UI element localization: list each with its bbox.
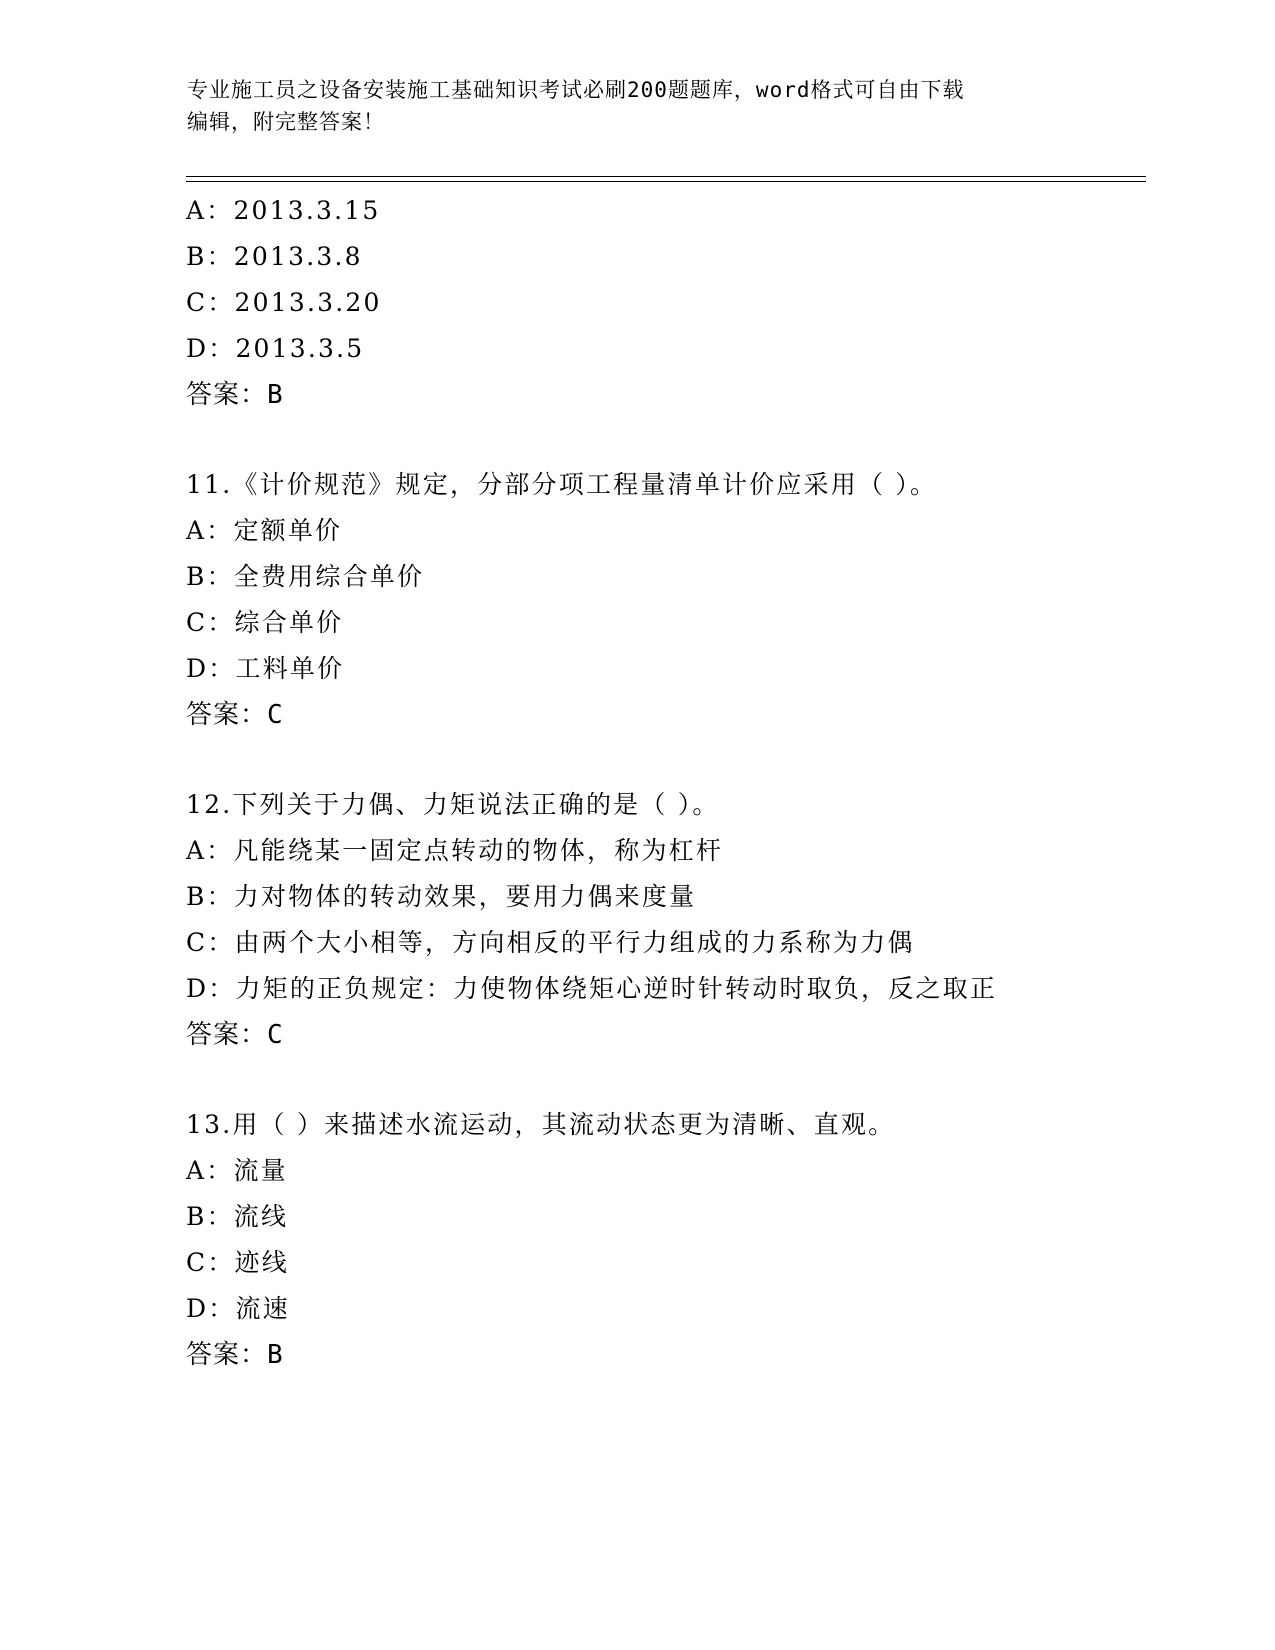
answer: 答案：B — [186, 1340, 284, 1370]
option-c: C：综合单价 — [186, 608, 344, 637]
option-a: A：凡能绕某一固定点转动的物体，称为杠杆 — [186, 836, 724, 865]
option-d: D：力矩的正负规定：力使物体绕矩心逆时针转动时取负，反之取正 — [186, 974, 998, 1003]
option-b: B：2013.3.8 — [186, 242, 363, 271]
question-stem: 12.下列关于力偶、力矩说法正确的是（ ）。 — [186, 790, 720, 819]
spacer — [186, 1058, 1186, 1102]
option-c: C：迹线 — [186, 1248, 289, 1277]
question-12 — [186, 782, 1186, 1058]
answer: 答案：C — [186, 1020, 284, 1050]
question-11 — [186, 462, 1186, 738]
option-c: C：2013.3.20 — [186, 288, 382, 317]
option-c: C：由两个大小相等，方向相反的平行力组成的力系称为力偶 — [186, 928, 915, 957]
option-b: B：力对物体的转动效果，要用力偶来度量 — [186, 882, 697, 911]
spacer — [186, 738, 1186, 782]
page-header — [187, 74, 1067, 138]
question-13 — [186, 1102, 1186, 1378]
option-d: D：流速 — [186, 1294, 290, 1323]
document-body — [186, 188, 1186, 1378]
option-d: D：2013.3.5 — [186, 334, 365, 363]
header-line-2: 编辑，附完整答案！ — [187, 110, 385, 134]
option-b: B：全费用综合单价 — [186, 562, 425, 591]
question-stem: 13.用（ ）来描述水流运动，其流动状态更为清晰、直观。 — [186, 1110, 896, 1139]
option-d: D：工料单价 — [186, 654, 345, 683]
answer: 答案：C — [186, 700, 284, 730]
answer: 答案：B — [186, 380, 284, 410]
option-a: A：流量 — [186, 1156, 288, 1185]
option-b: B：流线 — [186, 1202, 289, 1231]
header-line-1: 专业施工员之设备安装施工基础知识考试必刷200题题库，word格式可自由下载 — [187, 78, 965, 102]
header-divider-bottom — [186, 181, 1146, 182]
spacer — [186, 418, 1186, 462]
question-partial — [186, 188, 1186, 418]
option-a: A：2013.3.15 — [186, 196, 381, 225]
question-stem: 11.《计价规范》规定，分部分项工程量清单计价应采用（ ）。 — [186, 470, 938, 499]
option-a: A：定额单价 — [186, 516, 343, 545]
header-divider-top — [186, 176, 1146, 177]
